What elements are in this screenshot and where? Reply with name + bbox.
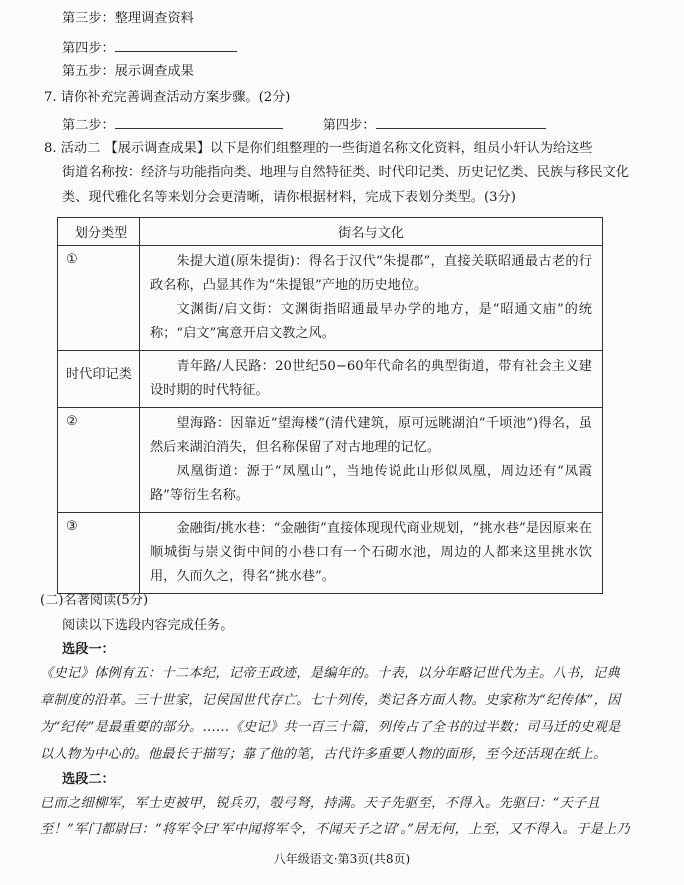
q7-step4-label: 第四步： <box>322 118 376 133</box>
header-content: 街名与文化 <box>140 218 603 246</box>
row-label-cell[interactable] <box>58 408 140 513</box>
step-5: 第五步：展示调查成果 <box>62 64 194 79</box>
row-content <box>140 408 603 513</box>
q7-step2-blank[interactable] <box>115 114 283 129</box>
selection-1-line: 《史记》体例有五：十二本纪，记帝王政迹，是编年的。十表，以分年略记世代为主。八书，记典 <box>40 666 620 681</box>
selection-2-title: 选段二： <box>62 772 115 787</box>
paragraph: 文渊街/启文街：文渊街指昭通最早办学的地方，是“昭通文庙”的统称；“启文”寓意开启文教之风。 <box>150 302 592 341</box>
selection-1-line: 为“纪传”是最重要的部分。……《史记》共一百三十篇，列传占了全书的过半数；司马迁的史观是 <box>40 720 621 735</box>
selection-2-line: 至！”军门都尉曰：“将军令曰‘军中闻将军令，不闻天子之诏’。”居无何，上至，又不得入。于是上乃 <box>40 822 630 837</box>
table-header-row <box>58 218 603 246</box>
row-label: ② <box>66 414 78 429</box>
table-row <box>58 408 603 513</box>
street-culture-table <box>57 217 603 594</box>
step-3: 第三步：整理调查资料 <box>62 11 194 26</box>
page-footer: 八年级语文·第3页(共8页) <box>273 852 411 866</box>
selection-1-line: 以人物为中心的。他最长于描写；靠了他的笔，古代许多重要人物的面形，至今还活现在纸上。 <box>40 747 607 762</box>
question-8-line3: 类、现代雅化名等来划分会更清晰，请你根据材料，完成下表划分类型。(3分) <box>62 190 516 205</box>
row-label-cell[interactable] <box>58 513 140 594</box>
paragraph: 凤凰街道：源于“凤凰山”，当地传说此山形似凤凰，周边还有“凤霞路”等衍生名称。 <box>150 464 592 503</box>
table-row <box>58 351 603 408</box>
paragraph: 金融街/挑水巷：“金融街”直接体现现代商业规划，“挑水巷”是因原来在顺城街与崇义街中间的小巷口有一个石砌水池，周边的人都来这里挑水饮用，久而久之，得名“挑水巷”。 <box>150 521 592 584</box>
question-8-line2: 街道名称按：经济与功能指向类、地理与自然特征类、时代印记类、历史记忆类、民族与移民文化 <box>62 165 630 180</box>
row-label-cell <box>58 351 140 408</box>
paragraph: 青年路/人民路：20世纪50−60年代命名的典型街道，带有社会主义建设时期的时代特征。 <box>150 359 592 398</box>
q7-step2-label: 第二步： <box>62 118 115 133</box>
step-4 <box>62 37 237 58</box>
table-row <box>58 513 603 594</box>
q7-answer-line <box>62 114 546 135</box>
row-label: 时代印记类 <box>66 367 132 382</box>
row-content <box>140 513 603 594</box>
selection-2-line: 已而之细柳军，军士吏被甲，锐兵刃，彀弓弩，持满。天子先驱至，不得入。先驱曰：“天子且 <box>40 796 601 811</box>
table-row <box>58 246 603 351</box>
question-8-line1: 8. 活动二 【展示调查成果】以下是你们组整理的一些街道名称文化资料，组员小轩认为给这些 <box>44 141 593 156</box>
row-label: ① <box>66 252 78 267</box>
row-content <box>140 351 603 408</box>
selection-1-title: 选段一： <box>62 642 115 657</box>
question-7: 7. 请你补充完善调查活动方案步骤。(2分) <box>44 90 291 105</box>
paragraph: 望海路：因靠近“望海楼”(清代建筑，原可远眺湖泊“千顷池”)得名，虽然后来湖泊消失，但名称保留了对古地理的记忆。 <box>150 416 592 455</box>
section-heading: (二)名著阅读(5分) <box>40 593 149 608</box>
step-4-label: 第四步： <box>62 41 115 56</box>
header-type: 划分类型 <box>58 218 140 246</box>
row-content <box>140 246 603 351</box>
reading-intro: 阅读以下选段内容完成任务。 <box>62 618 234 633</box>
row-label: ③ <box>66 519 78 534</box>
row-label-cell[interactable] <box>58 246 140 351</box>
selection-1-line: 章制度的沿革。三十世家，记侯国世代存亡。七十列传，类记各方面人物。史家称为“纪传体”，因 <box>40 693 621 708</box>
paragraph: 朱提大道(原朱提街)：得名于汉代“朱提郡”，直接关联昭通最古老的行政名称，凸显其作为“朱提银”产地的历史地位。 <box>150 254 592 293</box>
q7-step4-blank[interactable] <box>376 114 546 129</box>
step-4-blank[interactable] <box>115 37 237 52</box>
